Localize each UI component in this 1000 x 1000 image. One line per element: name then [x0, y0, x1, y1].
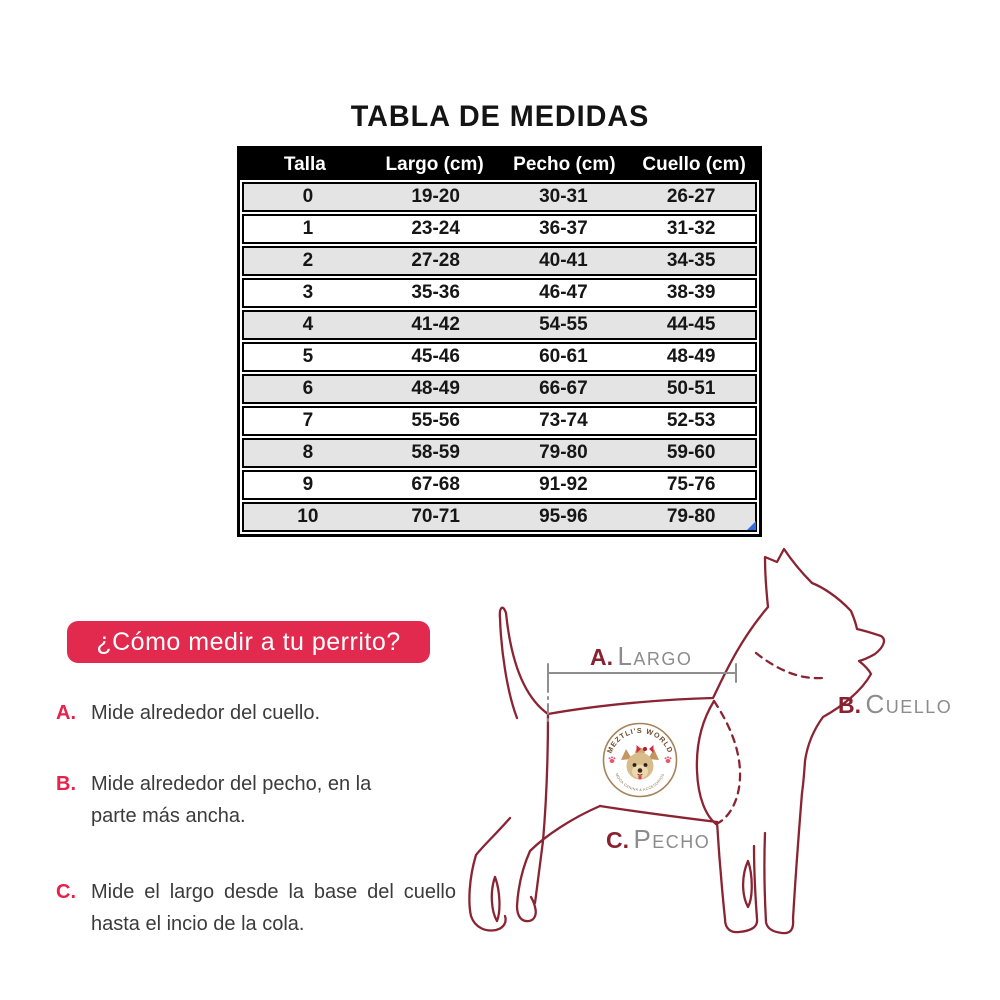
logo-top-text: MEZTLI'S WORLD — [604, 725, 676, 755]
logo-bottom-text: MODA CANINA & ACCESORIOS — [614, 772, 666, 793]
table-cell: 23-24 — [411, 218, 460, 239]
table-cell: 5 — [302, 346, 314, 367]
diagram-letter-c: C. — [606, 827, 629, 853]
table-cell: 59-60 — [666, 442, 716, 463]
table-cell: 66-67 — [539, 378, 588, 399]
table-cell: 58-59 — [411, 442, 460, 463]
table-cell: 67-68 — [411, 474, 460, 495]
diagram-label-pecho — [606, 824, 710, 855]
dog-tail — [500, 608, 548, 718]
instruction-letter-b: B. — [56, 773, 76, 795]
table-cell: 48-49 — [411, 378, 460, 399]
table-cell: 44-45 — [666, 314, 716, 335]
neck-measure-dashed-line — [756, 653, 822, 678]
dog-front-leg-gap — [743, 861, 752, 907]
instruction-text-a: Mide alrededor del cuello. — [91, 702, 321, 724]
diagram-label-largo — [590, 641, 692, 672]
table-cell: 26-27 — [666, 186, 716, 207]
table-row — [242, 502, 757, 532]
table-cell: 0 — [302, 186, 314, 207]
table-cell: 2 — [302, 250, 314, 271]
table-row — [242, 342, 757, 372]
table-body — [240, 182, 759, 532]
instruction-item-a — [56, 697, 436, 729]
table-cell: 73-74 — [539, 410, 588, 431]
diagram-letter-a: A. — [590, 644, 613, 670]
dog-body-head — [548, 549, 884, 933]
instruction-text-b: Mide alrededor del pecho, en la parte más ancha. — [91, 773, 372, 827]
table-cell: 27-28 — [411, 250, 460, 271]
dog-outline-drawing — [460, 530, 1000, 1000]
table-header-row — [240, 149, 759, 180]
chest-measure-solid-arc — [697, 701, 716, 824]
diagram-letter-b: B. — [838, 692, 861, 718]
dog-rump — [535, 714, 548, 903]
table-cell: 91-92 — [539, 474, 588, 495]
diagram-word-largo: Largo — [617, 641, 693, 671]
table-cell: 48-49 — [666, 346, 716, 367]
table-cell: 7 — [302, 410, 314, 431]
how-to-badge: ¿Cómo medir a tu perrito? — [67, 621, 430, 663]
instruction-letter-a: A. — [56, 702, 76, 724]
diagram-label-cuello — [838, 689, 952, 720]
table-cell: 60-61 — [539, 346, 588, 367]
table-cell: 54-55 — [539, 314, 588, 335]
dog-rear-leg — [517, 806, 600, 921]
table-cell: 36-37 — [539, 218, 588, 239]
table-cell: 30-31 — [539, 186, 588, 207]
table-cell: 75-76 — [666, 474, 716, 495]
diagram-word-cuello: Cuello — [865, 689, 953, 719]
table-cell: 1 — [302, 218, 314, 239]
table-cell: 4 — [302, 314, 314, 335]
diagram-word-pecho: Pecho — [633, 824, 711, 854]
table-cell: 79-80 — [666, 506, 716, 527]
table-cell: 40-41 — [539, 250, 588, 271]
column-header-pecho: Pecho (cm) — [513, 153, 616, 175]
table-row — [242, 406, 757, 436]
dog-belly — [600, 806, 717, 822]
table-cell: 95-96 — [539, 506, 588, 527]
brand-logo — [602, 722, 678, 798]
table-cell: 79-80 — [539, 442, 588, 463]
instruction-item-b — [56, 768, 408, 832]
dog-rear-leg-gap — [492, 877, 500, 921]
table-row — [242, 374, 757, 404]
table-resize-handle-icon — [747, 521, 756, 530]
table-row — [242, 438, 757, 468]
table-cell: 46-47 — [539, 282, 588, 303]
table-row — [242, 278, 757, 308]
instruction-item-c — [56, 876, 456, 940]
size-table — [237, 146, 762, 537]
table-cell: 55-56 — [411, 410, 460, 431]
column-header-largo: Largo (cm) — [385, 153, 484, 175]
table-row — [242, 246, 757, 276]
table-cell: 50-51 — [666, 378, 716, 399]
page-title: TABLA DE MEDIDAS — [350, 100, 650, 134]
table-cell: 41-42 — [411, 314, 460, 335]
table-cell: 9 — [302, 474, 314, 495]
table-row — [242, 182, 757, 212]
column-header-talla: Talla — [283, 153, 326, 175]
table-row — [242, 214, 757, 244]
table-cell: 38-39 — [666, 282, 716, 303]
table-row — [242, 310, 757, 340]
table-cell: 52-53 — [666, 410, 716, 431]
table-cell: 6 — [302, 378, 314, 399]
table-cell: 8 — [302, 442, 314, 463]
chest-measure-dashed-arc — [714, 701, 740, 824]
table-cell: 10 — [297, 506, 319, 527]
table-cell: 3 — [302, 282, 314, 303]
dog-far-rear-leg — [469, 818, 510, 930]
column-header-cuello: Cuello (cm) — [642, 153, 746, 175]
table-row — [242, 470, 757, 500]
table-cell: 31-32 — [666, 218, 716, 239]
table-cell: 19-20 — [411, 186, 460, 207]
instruction-letter-c: C. — [56, 881, 76, 903]
instruction-text-c: Mide el largo desde la base del cuello hasta el incio de la cola. — [91, 881, 456, 935]
table-cell: 35-36 — [411, 282, 460, 303]
table-cell: 34-35 — [666, 250, 716, 271]
table-cell: 45-46 — [411, 346, 460, 367]
table-cell: 70-71 — [411, 506, 460, 527]
